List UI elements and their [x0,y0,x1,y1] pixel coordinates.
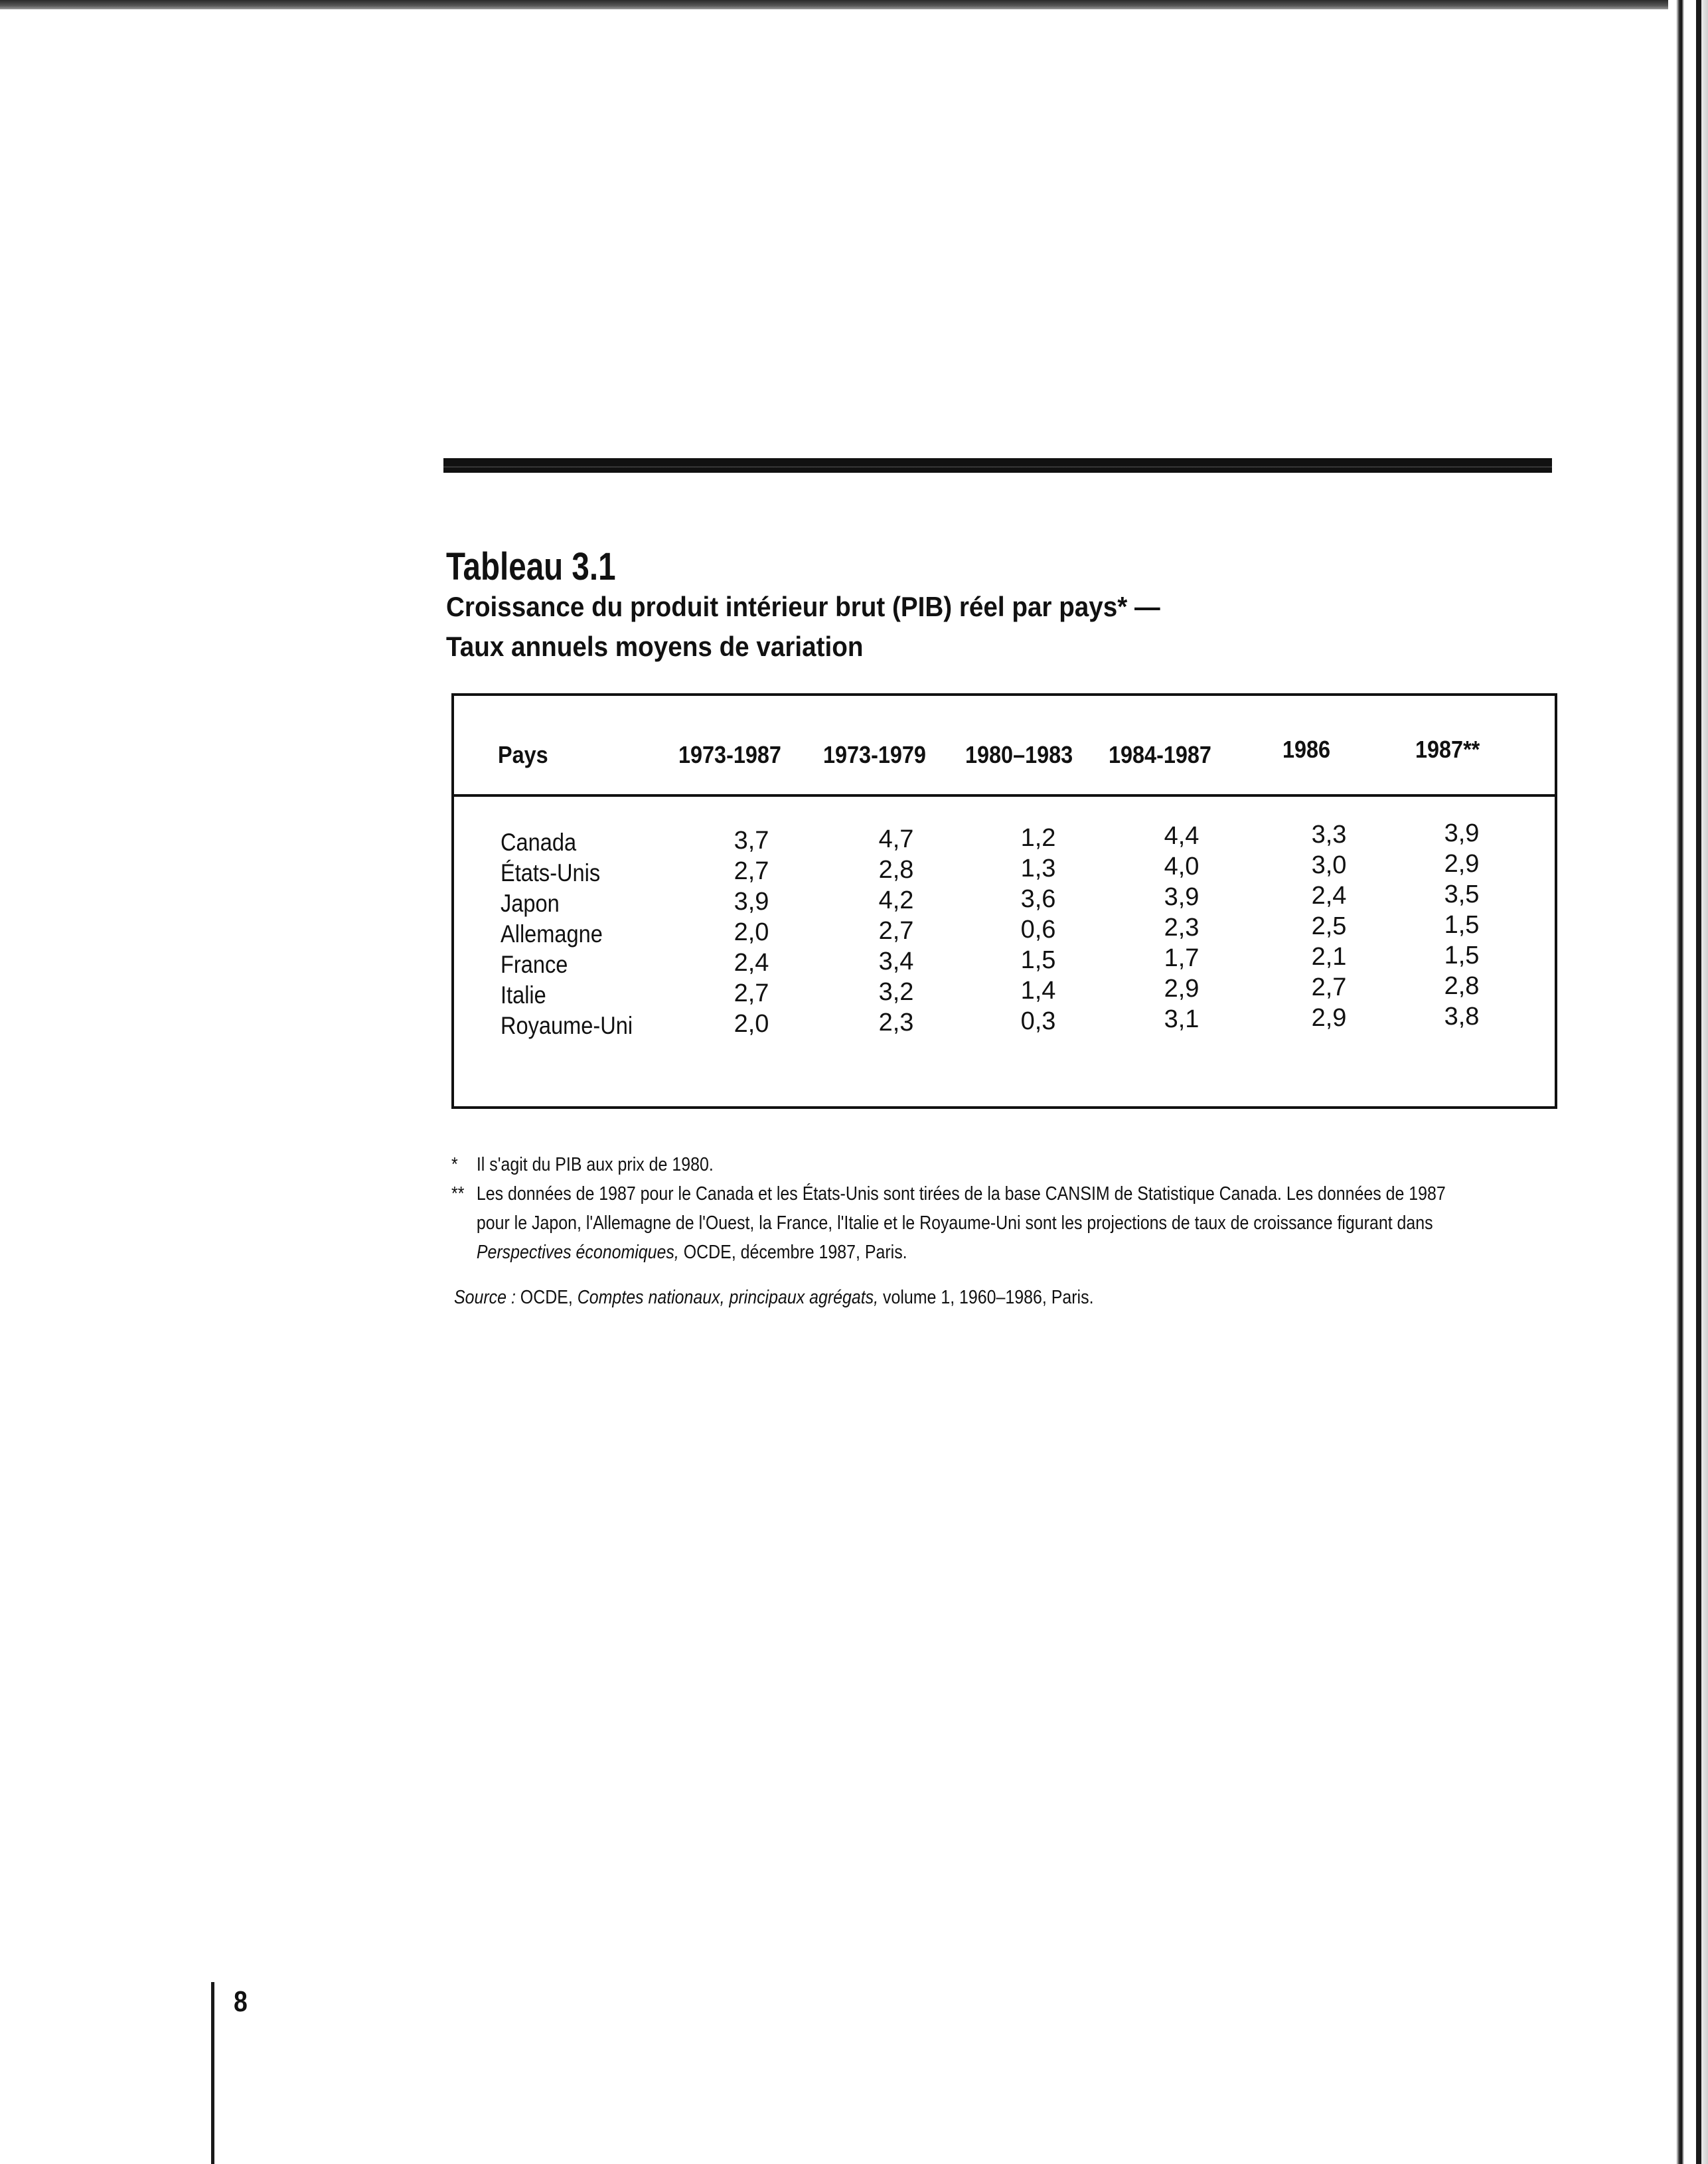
table-title-line1: Croissance du produit intérieur brut (PIB) réel par pays* — [446,591,1160,622]
value-cell: 2,1 [1311,943,1347,971]
value-cell: 3,9 [1444,819,1480,847]
value-cell: 4,7 [878,825,914,853]
value-cell: 2,4 [734,949,769,977]
value-cell: 2,9 [1311,1004,1347,1032]
value-cell: 2,3 [1164,914,1200,942]
footnote-2-line2: pour le Japon, l'Allemagne de l'Ouest, la France, l'Italie et le Royaume-Uni sont les projections de taux de croissance figurant dans [476,1212,1433,1234]
table-row [454,942,1555,981]
value-cell: 2,4 [1311,882,1347,910]
value-cell: 3,8 [1444,1003,1480,1031]
header-pays: Pays [498,741,548,768]
section-top-rule [443,458,1552,473]
value-cell: 2,9 [1444,850,1480,878]
value-cell: 2,9 [1164,975,1200,1003]
footnote-1-mark: * [451,1154,458,1175]
value-cell: 1,5 [1444,911,1480,939]
header-1973-1979: 1973-1979 [823,741,926,768]
value-cell: 2,0 [734,1010,769,1038]
value-cell: 2,7 [734,857,769,885]
value-cell: 4,4 [1164,822,1200,850]
table-row [454,819,1555,859]
value-cell: 2,7 [878,917,914,945]
value-cell: 1,5 [1444,942,1480,969]
value-cell: 1,2 [1020,824,1056,852]
scan-binding-shadow [1696,0,1701,2164]
scan-right-edge [1668,0,1708,2164]
footnote-2-line3-rest: OCDE, décembre 1987, Paris. [678,1242,907,1263]
country-cell: Canada [501,829,577,856]
footnotes [451,1150,1580,1267]
value-cell: 3,7 [734,827,769,855]
value-cell: 1,3 [1020,855,1056,882]
footnote-2-line1: Les données de 1987 pour le Canada et les États-Unis sont tirées de la base CANSIM de Statistique Canada. Les données de 1987 [476,1183,1446,1205]
value-cell: 3,9 [1164,883,1200,911]
value-cell: 2,8 [1444,972,1480,1000]
table-label: Tableau 3.1 [446,545,616,588]
value-cell: 3,4 [878,948,914,975]
value-cell: 0,3 [1020,1007,1056,1035]
value-cell: 4,2 [878,886,914,914]
table-title [446,587,1160,667]
country-cell: France [501,951,568,978]
header-1980-1983: 1980–1983 [965,741,1073,768]
header-rule [454,794,1555,797]
country-cell: Royaume-Uni [501,1012,633,1039]
value-cell: 3,1 [1164,1005,1200,1033]
value-cell: 3,3 [1311,821,1347,849]
header-1984-1987: 1984-1987 [1109,741,1211,768]
value-cell: 2,7 [1311,973,1347,1001]
value-cell: 2,3 [878,1009,914,1037]
table-row [454,850,1555,890]
value-cell: 4,0 [1164,853,1200,880]
value-cell: 2,8 [878,856,914,884]
header-1973-1987: 1973-1987 [678,741,781,768]
value-cell: 3,2 [878,978,914,1006]
page-number-rule [211,1982,214,2164]
source-publication: Comptes nationaux, principaux agrégats, [577,1287,879,1308]
value-cell: 3,0 [1311,851,1347,879]
footnote-2 [451,1179,1446,1208]
value-cell: 3,5 [1444,880,1480,908]
value-cell: 3,6 [1020,885,1056,913]
table-title-line2: Taux annuels moyens de variation [446,631,864,662]
source-line [454,1287,1094,1309]
scan-top-edge [0,0,1708,9]
data-table [451,693,1557,1109]
value-cell: 1,7 [1164,944,1200,972]
source-label: Source : [454,1287,516,1308]
value-cell: 0,6 [1020,916,1056,944]
footnote-2-publication: Perspectives économiques, [476,1242,679,1263]
table-row [454,972,1555,1012]
country-cell: Allemagne [501,920,603,948]
country-cell: Italie [501,981,546,1009]
footnote-1-text: Il s'agit du PIB aux prix de 1980. [476,1154,714,1175]
country-cell: Japon [501,890,560,917]
footnote-1 [451,1150,1422,1179]
footnote-2-mark: ** [451,1183,465,1205]
footnote-2-line3 [451,1238,1422,1267]
value-cell: 1,5 [1020,946,1056,974]
table-row [454,911,1555,951]
value-cell: 2,7 [734,979,769,1007]
table-row [454,880,1555,920]
source-org: OCDE, [515,1287,578,1308]
value-cell: 1,4 [1020,977,1056,1005]
value-cell: 3,9 [734,888,769,916]
country-cell: États-Unis [501,859,601,886]
header-1987: 1987** [1415,736,1480,763]
source-rest: volume 1, 1960–1986, Paris. [878,1287,1094,1308]
table-row [454,1003,1555,1042]
page-number: 8 [234,1985,248,2018]
value-cell: 2,5 [1311,912,1347,940]
value-cell: 2,0 [734,918,769,946]
header-1986: 1986 [1282,736,1331,763]
